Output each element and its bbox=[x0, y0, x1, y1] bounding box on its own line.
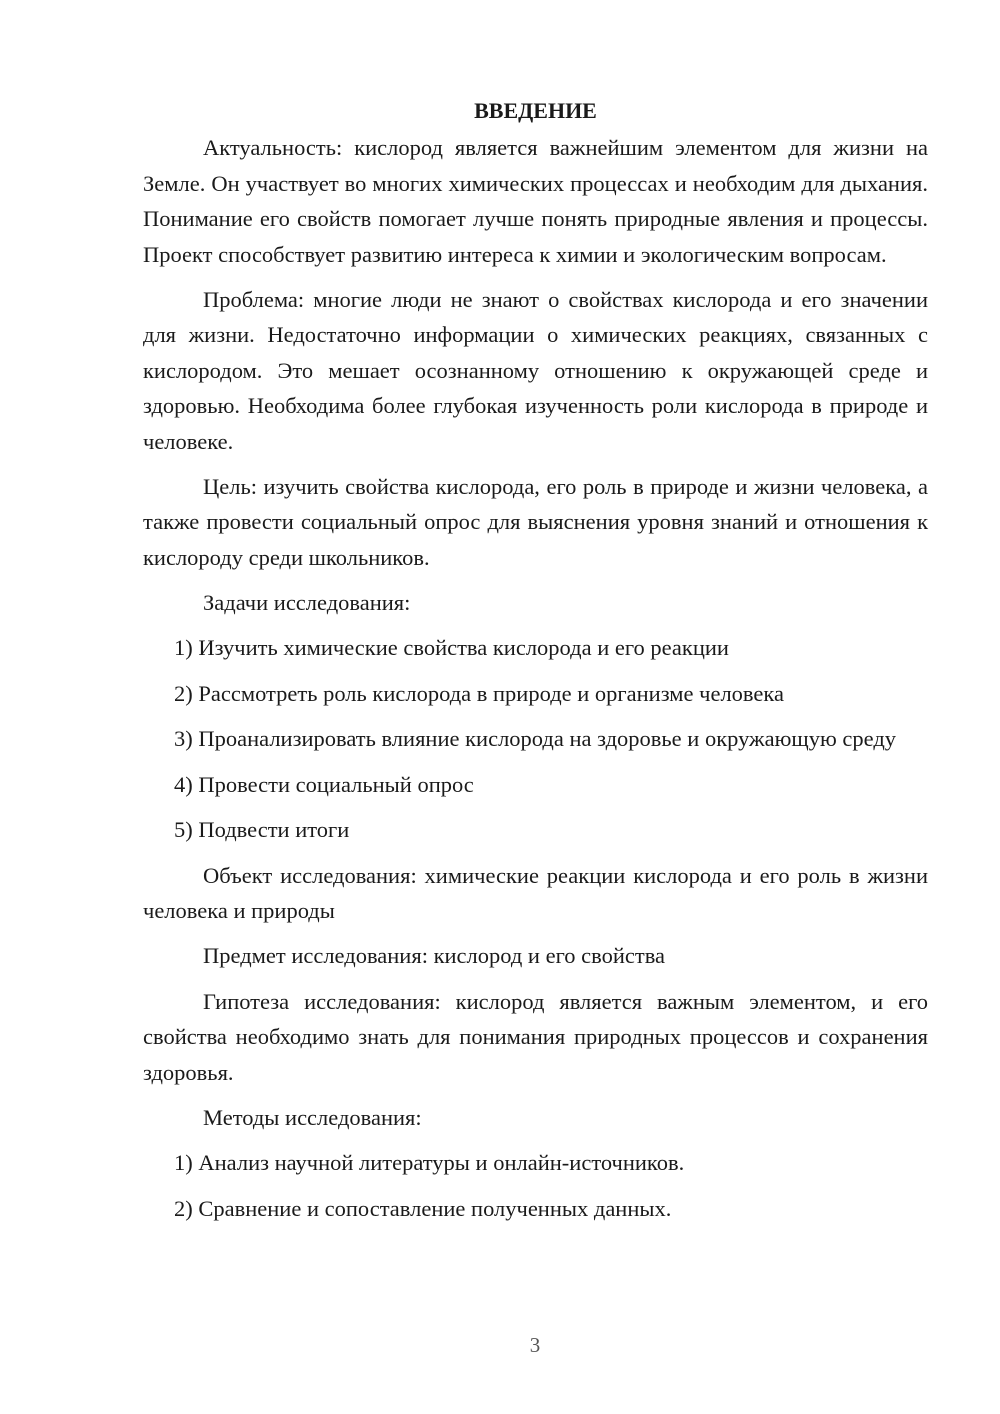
task-item-4: 4) Провести социальный опрос bbox=[174, 771, 474, 797]
page-number: 3 bbox=[529, 1333, 541, 1357]
page-content bbox=[143, 96, 928, 1236]
task-item-1: 1) Изучить химические свойства кислорода и его реакции bbox=[174, 635, 729, 660]
subject-paragraph: Предмет исследования: кислород и его свойства bbox=[203, 943, 666, 968]
section-title: ВВЕДЕНИЕ bbox=[474, 98, 597, 123]
task-item-3: 3) Проанализировать влияние кислорода на здоровье и окружающую среду bbox=[174, 726, 897, 751]
hypothesis-paragraph: Гипотеза исследования: кислород является важным элементом, и его свойства необходимо знать для понимания природных процессов и сохранения здоровья. bbox=[143, 988, 928, 1085]
problem-paragraph: Проблема: многие люди не знают о свойствах кислорода и его значении для жизни. Недостаточно информации о химических реакциях, связанных с кислородом. Это мешает осознанному отношению к окружающей среде и здоровью. Необходима более глубокая изученность роли кислорода в природе и человеке. bbox=[143, 286, 928, 454]
task-item-5: 5) Подвести итоги bbox=[174, 817, 350, 842]
task-item-2: 2) Рассмотреть роль кислорода в природе и организме человека bbox=[174, 680, 784, 706]
methods-heading: Методы исследования: bbox=[203, 1104, 422, 1130]
method-item-2: 2) Сравнение и сопоставление полученных данных. bbox=[174, 1195, 672, 1221]
goal-paragraph: Цель: изучить свойства кислорода, его роль в природе и жизни человека, а также провести социальный опрос для выяснения уровня знаний и отношения к кислороду среди школьников. bbox=[143, 473, 928, 570]
tasks-heading: Задачи исследования: bbox=[203, 589, 411, 615]
method-item-1: 1) Анализ научной литературы и онлайн-источников. bbox=[174, 1150, 685, 1175]
object-paragraph: Объект исследования: химические реакции кислорода и его роль в жизни человека и природы bbox=[143, 862, 928, 923]
relevance-paragraph: Актуальность: кислород является важнейшим элементом для жизни на Земле. Он участвует во многих химических процессах и необходим для дыхания. Понимание его свойств помогает лучше понять природные явления и процессы. Проект способствует развитию интереса к химии и экологическим вопросам. bbox=[143, 135, 928, 267]
